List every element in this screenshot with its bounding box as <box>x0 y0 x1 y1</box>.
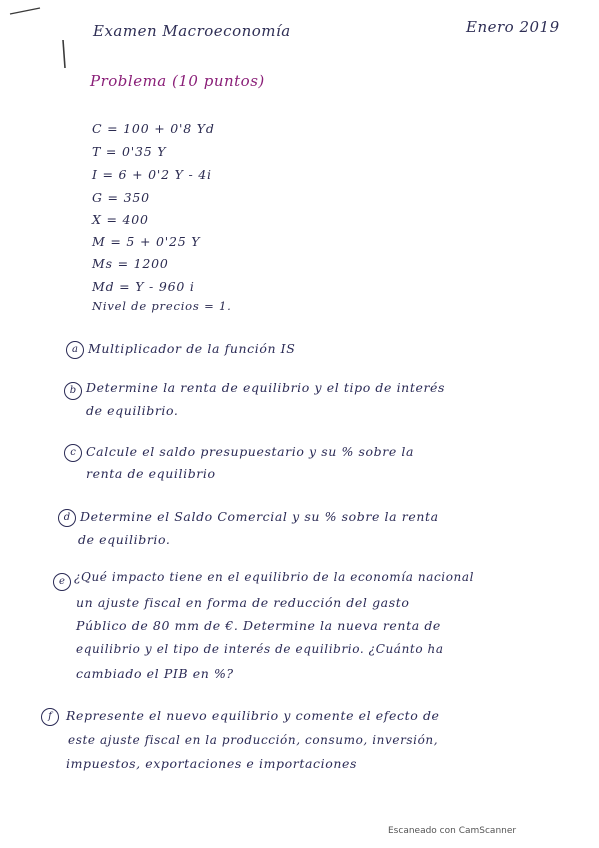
question-c-line-1: Calcule el saldo presupuestario y su % sobre la <box>86 444 415 459</box>
equation-investment: I = 6 + 0'2 Y - 4i <box>92 167 212 182</box>
question-e-line-4: equilibrio y el tipo de interés de equilibrio. ¿Cuánto ha <box>76 642 444 656</box>
top-left-pen-stroke <box>10 8 40 14</box>
question-f-line-3: impuestos, exportaciones e importaciones <box>66 756 357 771</box>
question-d-line-1: Determine el Saldo Comercial y su % sobre la renta <box>80 509 439 524</box>
question-b-line-1: Determine la renta de equilibrio y el tipo de interés <box>86 380 446 395</box>
question-marker-c: c <box>64 444 82 462</box>
question-e-line-3: Público de 80 mm de €. Determine la nueva renta de <box>76 618 441 633</box>
equation-imports: M = 5 + 0'25 Y <box>92 234 201 249</box>
equation-money-demand: Md = Y - 960 i <box>92 279 195 294</box>
scanner-watermark: Escaneado con CamScanner <box>388 826 517 836</box>
equation-government: G = 350 <box>92 190 150 205</box>
question-e-line-5: cambiado el PIB en %? <box>76 666 234 681</box>
equation-exports: X = 400 <box>92 212 149 227</box>
question-b-line-2: de equilibrio. <box>86 403 179 418</box>
question-d-line-2: de equilibrio. <box>78 532 171 547</box>
question-f-line-2: este ajuste fiscal en la producción, consumo, inversión, <box>68 733 439 747</box>
margin-pen-stroke <box>63 40 65 68</box>
question-marker-b: b <box>64 382 82 400</box>
equation-money-supply: Ms = 1200 <box>92 256 169 271</box>
equation-taxes: T = 0'35 Y <box>92 144 167 159</box>
exam-date: Enero 2019 <box>466 18 560 36</box>
question-e-line-1: ¿Qué impacto tiene en el equilibrio de la economía nacional <box>74 570 475 584</box>
question-marker-f: f <box>41 708 59 726</box>
question-c-line-2: renta de equilibrio <box>86 466 216 481</box>
problem-title: Problema (10 puntos) <box>90 72 265 90</box>
question-marker-e: e <box>53 573 71 591</box>
exam-title: Examen Macroeconomía <box>93 22 291 40</box>
equation-price-level: Nivel de precios = 1. <box>92 299 232 313</box>
question-e-line-2: un ajuste fiscal en forma de reducción del gasto <box>76 595 410 610</box>
equation-consumption: C = 100 + 0'8 Yd <box>92 121 215 136</box>
question-marker-d: d <box>58 509 76 527</box>
question-marker-a: a <box>66 341 84 359</box>
question-a-line-1: Multiplicador de la función IS <box>88 341 296 356</box>
question-f-line-1: Represente el nuevo equilibrio y comente el efecto de <box>66 708 440 723</box>
